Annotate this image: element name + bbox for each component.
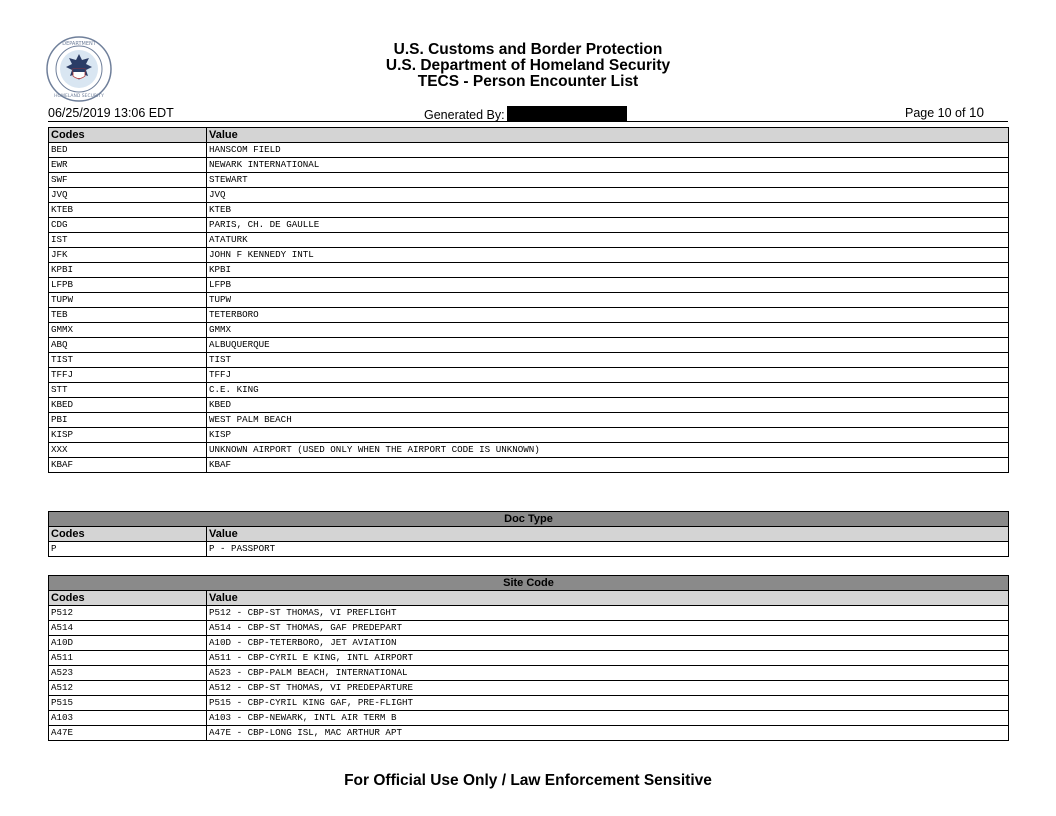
table-row [49,696,1009,711]
code-cell: P512 [49,606,207,621]
value-cell: KBAF [207,458,1009,473]
code-cell: TFFJ [49,368,207,383]
report-header [0,42,1056,90]
code-cell: P515 [49,696,207,711]
code-cell: IST [49,233,207,248]
code-cell: TUPW [49,293,207,308]
value-cell: P515 - CBP-CYRIL KING GAF, PRE-FLIGHT [207,696,1009,711]
value-cell: A10D - CBP-TETERBORO, JET AVIATION [207,636,1009,651]
code-cell: XXX [49,443,207,458]
report-meta-bar [48,105,1008,122]
code-cell: KBAF [49,458,207,473]
table-row [49,606,1009,621]
value-cell: JOHN F KENNEDY INTL [207,248,1009,263]
code-cell: BED [49,143,207,158]
table-row [49,188,1009,203]
page-total: 10 [968,105,984,120]
value-cell: LFPB [207,278,1009,293]
value-cell: TETERBORO [207,308,1009,323]
redaction-box [507,106,627,121]
classification-footer: For Official Use Only / Law Enforcement Sensitive [344,772,712,789]
report-title: TECS - Person Encounter List [417,73,639,90]
value-cell: ATATURK [207,233,1009,248]
value-cell: A523 - CBP-PALM BEACH, INTERNATIONAL [207,666,1009,681]
code-cell: A511 [49,651,207,666]
value-cell: A511 - CBP-CYRIL E KING, INTL AIRPORT [207,651,1009,666]
table-row [49,218,1009,233]
table-row [49,458,1009,473]
agency-title: U.S. Customs and Border Protection [393,41,663,58]
svg-text:DEPARTMENT: DEPARTMENT [62,41,96,47]
table-row [49,143,1009,158]
code-cell: A10D [49,636,207,651]
table-row [49,398,1009,413]
code-cell: LFPB [49,278,207,293]
site-code-table [48,575,1009,741]
code-cell: ABQ [49,338,207,353]
value-cell: A514 - CBP-ST THOMAS, GAF PREDEPART [207,621,1009,636]
value-cell: PARIS, CH. DE GAULLE [207,218,1009,233]
value-cell: TFFJ [207,368,1009,383]
code-cell: A512 [49,681,207,696]
value-cell: A47E - CBP-LONG ISL, MAC ARTHUR APT [207,726,1009,741]
table-row [49,383,1009,398]
table-row [49,726,1009,741]
value-cell: TIST [207,353,1009,368]
table-row [49,711,1009,726]
generated-by-label: Generated By: [424,108,505,122]
code-cell: CDG [49,218,207,233]
value-cell: UNKNOWN AIRPORT (USED ONLY WHEN THE AIRPORT CODE IS UNKNOWN) [207,443,1009,458]
airport-codes-table [48,127,1009,473]
table-row [49,666,1009,681]
value-cell: NEWARK INTERNATIONAL [207,158,1009,173]
code-cell: KTEB [49,203,207,218]
table-row [49,293,1009,308]
value-cell: P512 - CBP-ST THOMAS, VI PREFLIGHT [207,606,1009,621]
code-cell: A523 [49,666,207,681]
table-row [49,636,1009,651]
doc-type-table [48,511,1009,557]
table-row [49,621,1009,636]
page-label: Page 10 of [905,106,966,120]
value-cell: GMMX [207,323,1009,338]
table-row [49,278,1009,293]
code-cell: KISP [49,428,207,443]
table-title-row [49,576,1009,591]
codes-column-header: Codes [49,128,207,143]
table-row [49,651,1009,666]
table-row [49,158,1009,173]
site-code-title: Site Code [49,576,1009,591]
code-cell: JVQ [49,188,207,203]
value-cell: KPBI [207,263,1009,278]
codes-column-header: Codes [49,591,207,606]
code-cell: STT [49,383,207,398]
table-row [49,323,1009,338]
value-cell: KISP [207,428,1009,443]
table-row [49,263,1009,278]
value-cell: P - PASSPORT [207,542,1009,557]
value-cell: WEST PALM BEACH [207,413,1009,428]
code-cell: TEB [49,308,207,323]
code-cell: JFK [49,248,207,263]
code-cell: A103 [49,711,207,726]
code-cell: A47E [49,726,207,741]
value-cell: TUPW [207,293,1009,308]
table-row [49,681,1009,696]
value-column-header: Value [207,591,1009,606]
table-row [49,368,1009,383]
table-row [49,353,1009,368]
value-column-header: Value [207,527,1009,542]
doc-type-title: Doc Type [49,512,1009,527]
table-row [49,203,1009,218]
code-cell: KPBI [49,263,207,278]
svg-text:HOMELAND SECURITY: HOMELAND SECURITY [54,94,104,99]
table-header-row [49,591,1009,606]
value-cell: KTEB [207,203,1009,218]
table-row [49,443,1009,458]
code-cell: KBED [49,398,207,413]
value-cell: A512 - CBP-ST THOMAS, VI PREDEPARTURE [207,681,1009,696]
table-title-row [49,512,1009,527]
table-row [49,233,1009,248]
page-indicator [905,105,984,120]
code-cell: SWF [49,173,207,188]
department-title: U.S. Department of Homeland Security [385,57,671,74]
code-cell: A514 [49,621,207,636]
report-date: 06/25/2019 13:06 EDT [48,106,174,120]
value-cell: STEWART [207,173,1009,188]
table-row [49,428,1009,443]
code-cell: PBI [49,413,207,428]
code-cell: TIST [49,353,207,368]
table-row [49,173,1009,188]
table-header-row [49,527,1009,542]
table-header-row [49,128,1009,143]
table-row [49,542,1009,557]
table-row [49,338,1009,353]
codes-column-header: Codes [49,527,207,542]
code-cell: P [49,542,207,557]
value-column-header: Value [207,128,1009,143]
value-cell: JVQ [207,188,1009,203]
generated-by [424,106,627,122]
table-row [49,308,1009,323]
value-cell: KBED [207,398,1009,413]
table-row [49,248,1009,263]
code-cell: GMMX [49,323,207,338]
value-cell: A103 - CBP-NEWARK, INTL AIR TERM B [207,711,1009,726]
table-row [49,413,1009,428]
value-cell: HANSCOM FIELD [207,143,1009,158]
code-cell: EWR [49,158,207,173]
value-cell: ALBUQUERQUE [207,338,1009,353]
value-cell: C.E. KING [207,383,1009,398]
